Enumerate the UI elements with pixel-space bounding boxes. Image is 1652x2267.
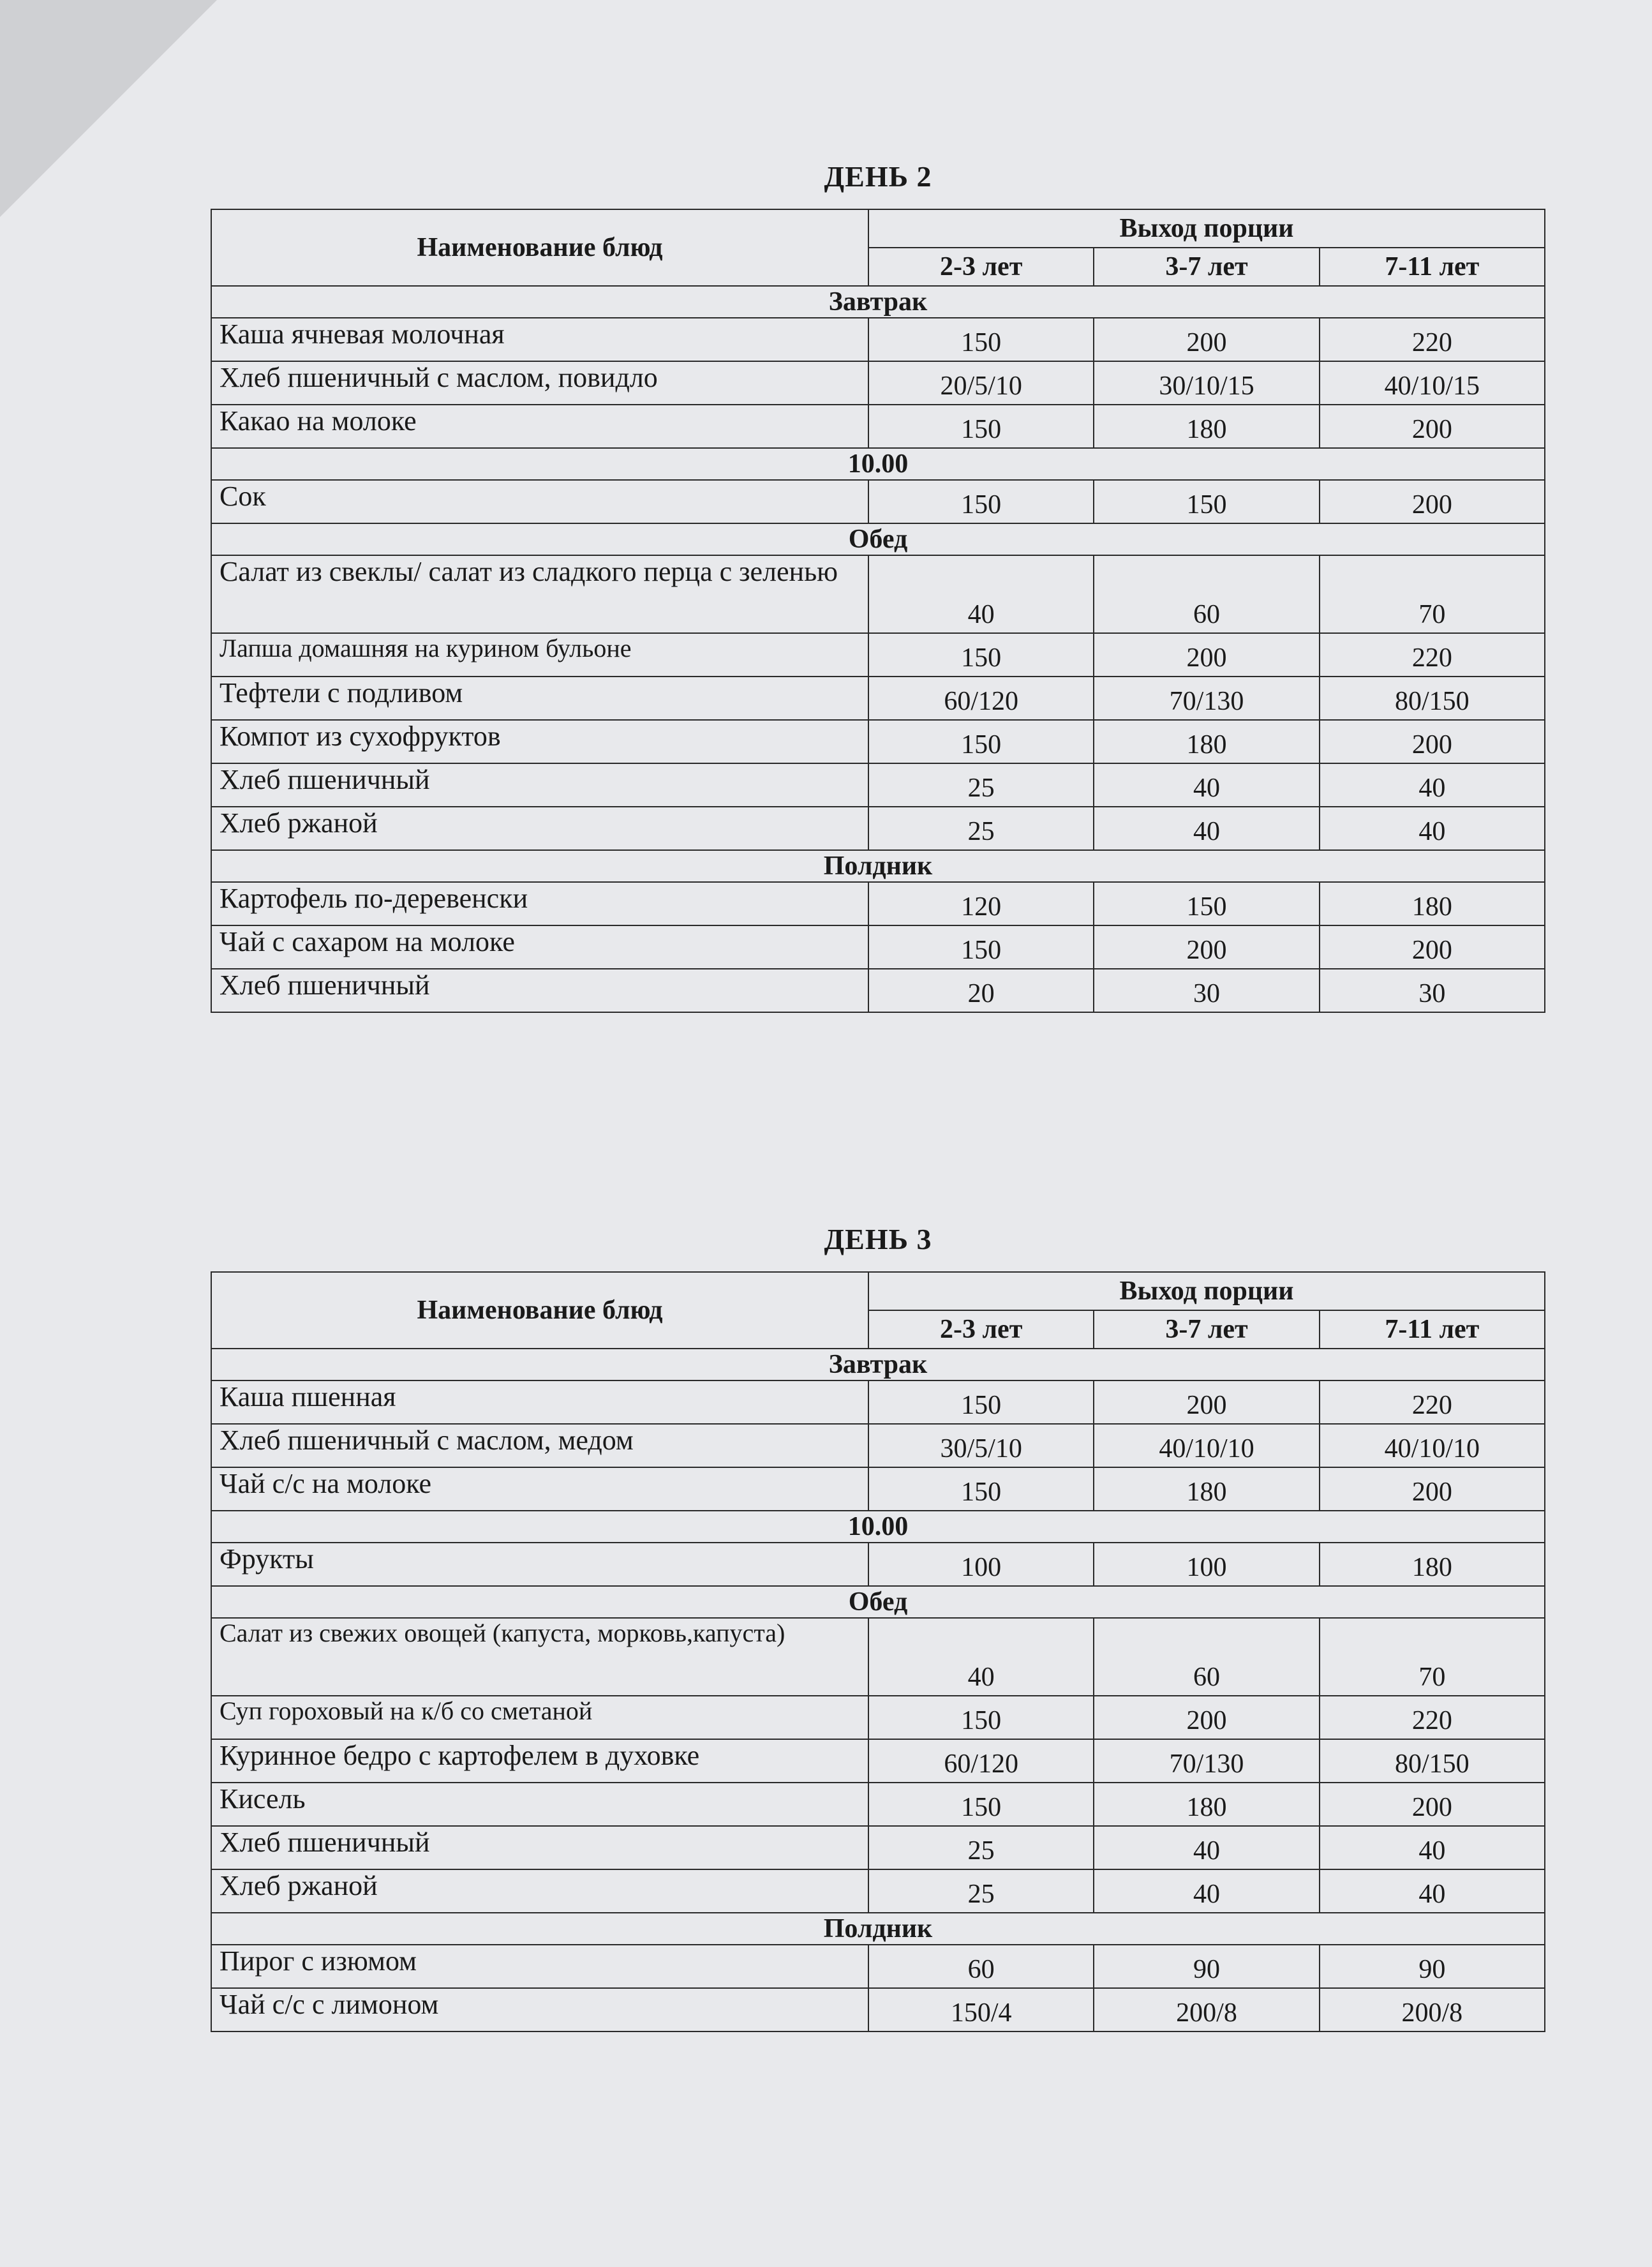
dish-name: Каша ячневая молочная <box>211 318 868 361</box>
portion-7-11: 70 <box>1320 555 1545 633</box>
portion-3-7: 40 <box>1094 763 1319 807</box>
dish-name: Хлеб ржаной <box>211 1869 868 1913</box>
portion-7-11: 220 <box>1320 1696 1545 1739</box>
section-title: Полдник <box>211 850 1545 882</box>
day-title: ДЕНЬ 2 <box>824 160 932 193</box>
section-row-breakfast <box>211 1349 1545 1380</box>
age-header-2-3: 2-3 лет <box>868 248 1094 286</box>
portion-2-3: 40 <box>868 555 1094 633</box>
section-row-breakfast <box>211 286 1545 318</box>
table-row <box>211 677 1545 720</box>
portion-7-11: 200 <box>1320 925 1545 969</box>
portion-2-3: 150 <box>868 1467 1094 1511</box>
portion-7-11: 200 <box>1320 480 1545 523</box>
dish-name: Суп гороховый на к/б со сметаной <box>211 1696 868 1739</box>
dish-name: Хлеб пшеничный с маслом, медом <box>211 1424 868 1467</box>
portion-7-11: 90 <box>1320 1945 1545 1988</box>
portion-7-11: 40/10/10 <box>1320 1424 1545 1467</box>
table-row <box>211 318 1545 361</box>
portion-2-3: 30/5/10 <box>868 1424 1094 1467</box>
portion-3-7: 100 <box>1094 1543 1319 1586</box>
portion-7-11: 180 <box>1320 882 1545 925</box>
portion-7-11: 200 <box>1320 720 1545 763</box>
dish-name: Чай с/с на молоке <box>211 1467 868 1511</box>
table-row <box>211 720 1545 763</box>
portion-3-7: 30 <box>1094 969 1319 1012</box>
portion-2-3: 25 <box>868 1869 1094 1913</box>
dish-name: Пирог с изюмом <box>211 1945 868 1988</box>
portion-output-header: Выход порции <box>868 1272 1545 1310</box>
portion-2-3: 150 <box>868 318 1094 361</box>
table-row <box>211 1869 1545 1913</box>
table-row <box>211 555 1545 633</box>
portion-7-11: 40 <box>1320 1869 1545 1913</box>
portion-7-11: 80/150 <box>1320 677 1545 720</box>
section-title: Обед <box>211 1586 1545 1618</box>
dish-name: Каша пшенная <box>211 1380 868 1424</box>
age-header-3-7: 3-7 лет <box>1094 248 1319 286</box>
table-row <box>211 1380 1545 1424</box>
portion-2-3: 25 <box>868 807 1094 850</box>
dish-name: Хлеб пшеничный <box>211 969 868 1012</box>
table-row <box>211 1739 1545 1783</box>
section-title: Завтрак <box>211 1349 1545 1380</box>
menu-table-day-2 <box>211 209 1545 1013</box>
section-title: Полдник <box>211 1913 1545 1945</box>
portion-3-7: 60 <box>1094 555 1319 633</box>
table-row <box>211 925 1545 969</box>
day-3-block <box>211 1222 1545 2032</box>
portion-3-7: 70/130 <box>1094 677 1319 720</box>
dish-name: Тефтели с подливом <box>211 677 868 720</box>
portion-2-3: 150 <box>868 633 1094 677</box>
portion-2-3: 25 <box>868 763 1094 807</box>
portion-3-7: 70/130 <box>1094 1739 1319 1783</box>
dish-name: Кисель <box>211 1783 868 1826</box>
portion-3-7: 30/10/15 <box>1094 361 1319 405</box>
table-row <box>211 1618 1545 1696</box>
dish-name: Салат из свежих овощей (капуста, морковь,капуста) <box>211 1618 868 1696</box>
menu-table-day-3 <box>211 1271 1545 2032</box>
dish-name: Чай с/с с лимоном <box>211 1988 868 2031</box>
portion-7-11: 70 <box>1320 1618 1545 1696</box>
portion-7-11: 40 <box>1320 1826 1545 1869</box>
section-row-afternoon-snack <box>211 1913 1545 1945</box>
dish-name: Картофель по-деревенски <box>211 882 868 925</box>
portion-3-7: 200 <box>1094 318 1319 361</box>
portion-3-7: 40 <box>1094 807 1319 850</box>
table-row <box>211 361 1545 405</box>
dish-name: Хлеб пшеничный с маслом, повидло <box>211 361 868 405</box>
dish-name: Куринное бедро с картофелем в духовке <box>211 1739 868 1783</box>
table-row <box>211 1988 1545 2031</box>
portion-2-3: 150 <box>868 1696 1094 1739</box>
portion-3-7: 40 <box>1094 1869 1319 1913</box>
age-header-2-3: 2-3 лет <box>868 1310 1094 1349</box>
portion-2-3: 40 <box>868 1618 1094 1696</box>
dish-name: Салат из свеклы/ салат из сладкого перца с зеленью <box>211 555 868 633</box>
dish-name: Хлеб пшеничный <box>211 763 868 807</box>
portion-2-3: 120 <box>868 882 1094 925</box>
portion-7-11: 180 <box>1320 1543 1545 1586</box>
portion-2-3: 150 <box>868 405 1094 448</box>
portion-7-11: 200/8 <box>1320 1988 1545 2031</box>
section-row-snack-1000 <box>211 448 1545 480</box>
section-row-lunch <box>211 523 1545 555</box>
portion-2-3: 60/120 <box>868 1739 1094 1783</box>
section-title: 10.00 <box>211 1511 1545 1543</box>
portion-3-7: 60 <box>1094 1618 1319 1696</box>
day-2-block <box>211 160 1545 1013</box>
portion-7-11: 220 <box>1320 633 1545 677</box>
section-title: Обед <box>211 523 1545 555</box>
portion-3-7: 200 <box>1094 925 1319 969</box>
portion-3-7: 200 <box>1094 633 1319 677</box>
portion-7-11: 30 <box>1320 969 1545 1012</box>
table-row <box>211 633 1545 677</box>
portion-2-3: 20 <box>868 969 1094 1012</box>
table-row <box>211 882 1545 925</box>
portion-3-7: 200 <box>1094 1696 1319 1739</box>
portion-7-11: 220 <box>1320 1380 1545 1424</box>
section-title: 10.00 <box>211 448 1545 480</box>
portion-2-3: 150 <box>868 480 1094 523</box>
portion-3-7: 150 <box>1094 480 1319 523</box>
portion-output-header: Выход порции <box>868 209 1545 248</box>
page-corner-fold <box>0 0 217 217</box>
portion-2-3: 150 <box>868 1380 1094 1424</box>
dish-name: Сок <box>211 480 868 523</box>
portion-3-7: 180 <box>1094 405 1319 448</box>
table-row <box>211 969 1545 1012</box>
portion-2-3: 60/120 <box>868 677 1094 720</box>
dish-name: Какао на молоке <box>211 405 868 448</box>
portion-2-3: 150 <box>868 925 1094 969</box>
dish-name-header: Наименование блюд <box>211 209 868 286</box>
table-row <box>211 1543 1545 1586</box>
age-header-7-11: 7-11 лет <box>1320 1310 1545 1349</box>
portion-2-3: 25 <box>868 1826 1094 1869</box>
age-header-3-7: 3-7 лет <box>1094 1310 1319 1349</box>
portion-3-7: 180 <box>1094 1783 1319 1826</box>
section-title: Завтрак <box>211 286 1545 318</box>
portion-2-3: 150 <box>868 1783 1094 1826</box>
portion-7-11: 40 <box>1320 807 1545 850</box>
dish-name-header: Наименование блюд <box>211 1272 868 1349</box>
table-row <box>211 807 1545 850</box>
portion-7-11: 80/150 <box>1320 1739 1545 1783</box>
portion-3-7: 200 <box>1094 1380 1319 1424</box>
portion-3-7: 180 <box>1094 720 1319 763</box>
table-row <box>211 1696 1545 1739</box>
portion-7-11: 220 <box>1320 318 1545 361</box>
section-row-snack-1000 <box>211 1511 1545 1543</box>
portion-3-7: 40/10/10 <box>1094 1424 1319 1467</box>
dish-name: Хлеб ржаной <box>211 807 868 850</box>
portion-2-3: 100 <box>868 1543 1094 1586</box>
portion-3-7: 40 <box>1094 1826 1319 1869</box>
portion-3-7: 200/8 <box>1094 1988 1319 2031</box>
portion-7-11: 200 <box>1320 1467 1545 1511</box>
dish-name: Хлеб пшеничный <box>211 1826 868 1869</box>
portion-7-11: 200 <box>1320 405 1545 448</box>
portion-7-11: 40/10/15 <box>1320 361 1545 405</box>
dish-name: Фрукты <box>211 1543 868 1586</box>
table-row <box>211 1783 1545 1826</box>
table-row <box>211 1945 1545 1988</box>
dish-name: Лапша домашняя на курином бульоне <box>211 633 868 677</box>
age-header-7-11: 7-11 лет <box>1320 248 1545 286</box>
portion-2-3: 150 <box>868 720 1094 763</box>
day-title: ДЕНЬ 3 <box>824 1223 932 1255</box>
table-row <box>211 1826 1545 1869</box>
portion-2-3: 20/5/10 <box>868 361 1094 405</box>
dish-name: Чай с сахаром на молоке <box>211 925 868 969</box>
dish-name: Компот из сухофруктов <box>211 720 868 763</box>
portion-7-11: 40 <box>1320 763 1545 807</box>
table-row <box>211 763 1545 807</box>
section-row-afternoon-snack <box>211 850 1545 882</box>
portion-2-3: 150/4 <box>868 1988 1094 2031</box>
table-row <box>211 1424 1545 1467</box>
portion-3-7: 90 <box>1094 1945 1319 1988</box>
table-row <box>211 1467 1545 1511</box>
portion-3-7: 180 <box>1094 1467 1319 1511</box>
table-row <box>211 405 1545 448</box>
portion-3-7: 150 <box>1094 882 1319 925</box>
table-row <box>211 480 1545 523</box>
portion-7-11: 200 <box>1320 1783 1545 1826</box>
portion-2-3: 60 <box>868 1945 1094 1988</box>
section-row-lunch <box>211 1586 1545 1618</box>
